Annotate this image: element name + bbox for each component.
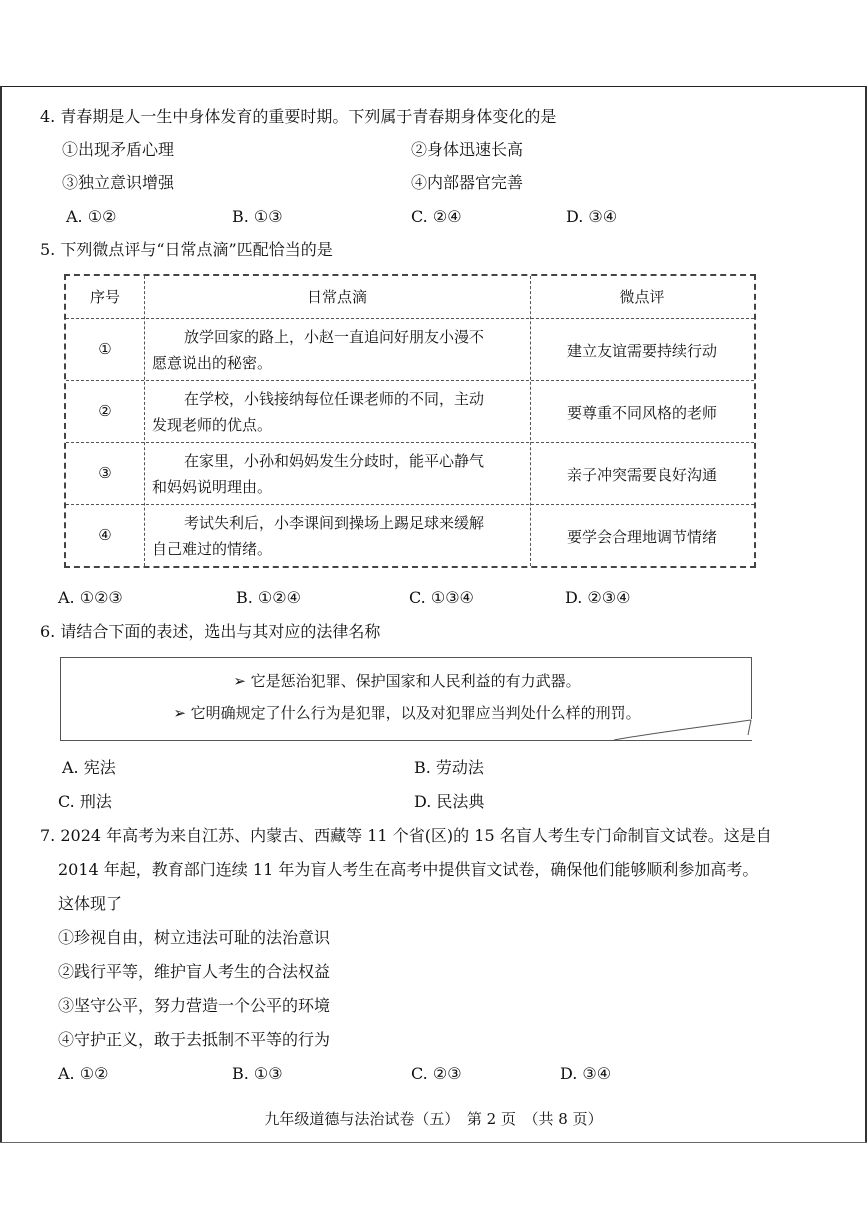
q7-option-b: B. ①③: [232, 1064, 283, 1083]
header-number: 序号: [89, 288, 120, 306]
header-comment: 微点评: [619, 288, 665, 306]
question-7-line-3: 这体现了: [58, 894, 123, 913]
q6-statement-1-text: 它是惩治犯罪、保护国家和人民利益的有力武器。: [250, 672, 581, 690]
question-6-stem: 6. 请结合下面的表述，选出与其对应的法律名称: [40, 622, 381, 641]
row-1-line1: 放学回家的路上，小赵一直追问好朋友小漫不: [184, 328, 485, 346]
q5-option-b: B. ①②④: [236, 588, 301, 607]
table-row-divider: [66, 318, 754, 319]
row-2-number: ②: [98, 402, 112, 420]
row-4-line1: 考试失利后，小李课间到操场上踢足球来缓解: [184, 514, 485, 532]
q4-item-4: ④内部器官完善: [411, 173, 524, 192]
question-5-stem: 5. 下列微点评与“日常点滴”匹配恰当的是: [40, 240, 333, 259]
q5-option-c: C. ①③④: [409, 588, 474, 607]
row-2-comment: 要尊重不同风格的老师: [566, 404, 717, 422]
row-3-comment: 亲子冲突需要良好沟通: [566, 466, 717, 484]
q7-item-2: ②践行平等，维护盲人考生的合法权益: [58, 962, 331, 981]
q6-statement-1: [61, 670, 753, 691]
row-1-line2: 愿意说出的秘密。: [152, 354, 273, 372]
page-bottom-border: [0, 1142, 867, 1143]
row-3-line2: 和妈妈说明理由。: [152, 478, 273, 496]
q7-option-c: C. ②③: [411, 1064, 462, 1083]
q7-option-d: D. ③④: [560, 1064, 612, 1083]
row-1-comment: 建立友谊需要持续行动: [566, 342, 717, 360]
question-7-line-2: 2014 年起，教育部门连续 11 年为盲人考生在高考中提供盲文试卷，确保他们能够顺利参加高考。: [58, 860, 759, 879]
q4-option-d: D. ③④: [566, 207, 618, 226]
row-3-line1: 在家里，小孙和妈妈发生分歧时，能平心静气: [184, 452, 485, 470]
q6-option-b: B. 劳动法: [414, 758, 484, 777]
page-curl-icon: [612, 719, 752, 741]
row-1-number: ①: [98, 340, 112, 358]
row-4-number: ④: [98, 526, 112, 544]
page-left-border: [0, 86, 2, 1142]
q6-statement-2-text: 它明确规定了什么行为是犯罪，以及对犯罪应当判处什么样的刑罚。: [190, 704, 641, 722]
table-row-divider: [66, 380, 754, 381]
header-daily: 日常点滴: [306, 288, 367, 306]
q7-option-a: A. ①②: [58, 1064, 109, 1083]
bullet-arrow-icon: ➢: [233, 672, 246, 690]
question-7-line-1: 7. 2024 年高考为来自江苏、内蒙古、西藏等 11 个省(区)的 15 名盲人考生专门命制盲文试卷。这是自: [40, 826, 772, 845]
question-4-stem: 4. 青春期是人一生中身体发育的重要时期。下列属于青春期身体变化的是: [40, 107, 557, 126]
q6-option-d: D. 民法典: [414, 792, 485, 811]
table-row-divider: [66, 442, 754, 443]
q4-item-1: ①出现矛盾心理: [62, 140, 175, 159]
row-2-line1: 在学校，小钱接纳每位任课老师的不同，主动: [184, 390, 485, 408]
q7-item-3: ③坚守公平，努力营造一个公平的环境: [58, 996, 331, 1015]
row-4-comment: 要学会合理地调节情绪: [566, 528, 717, 546]
table-divider: [144, 276, 145, 566]
q5-option-a: A. ①②③: [58, 588, 123, 607]
q7-item-1: ①珍视自由，树立违法可耻的法治意识: [58, 928, 331, 947]
q5-option-d: D. ②③④: [565, 588, 631, 607]
q6-statement-box: [60, 657, 752, 741]
q4-option-b: B. ①③: [232, 207, 283, 226]
q6-option-a: A. 宪法: [62, 758, 116, 777]
q6-option-c: C. 刑法: [58, 792, 112, 811]
bullet-arrow-icon: ➢: [173, 704, 186, 722]
q7-item-4: ④守护正义，敢于去抵制不平等的行为: [58, 1030, 331, 1049]
table-row-divider: [66, 504, 754, 505]
row-2-line2: 发现老师的优点。: [152, 416, 273, 434]
row-4-line2: 自己难过的情绪。: [152, 540, 273, 558]
q4-option-c: C. ②④: [411, 207, 462, 226]
page-top-border: [0, 86, 867, 87]
page-footer: 九年级道德与法治试卷（五） 第 2 页 （共 8 页）: [264, 1110, 603, 1128]
q4-option-a: A. ①②: [66, 207, 117, 226]
q5-table: [64, 274, 756, 568]
q4-item-2: ②身体迅速长高: [411, 140, 524, 159]
row-3-number: ③: [98, 464, 112, 482]
q4-item-3: ③独立意识增强: [62, 173, 175, 192]
